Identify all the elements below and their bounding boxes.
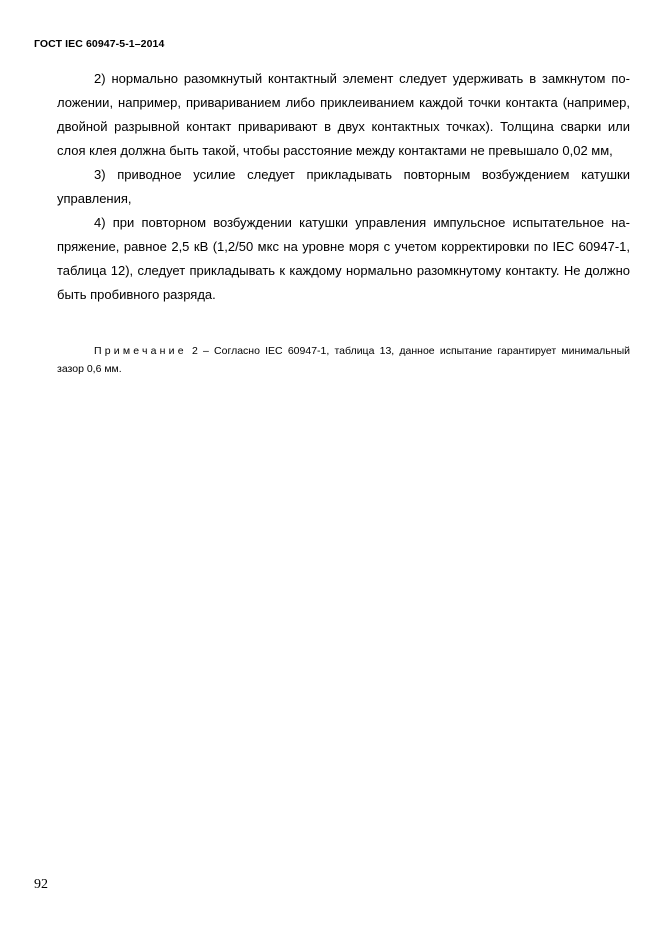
note-label: Примечание <box>94 345 187 357</box>
note <box>57 342 630 378</box>
note-text: 2 – Согласно IEC 60947-1, таблица 13, данное испытание гарантирует минимальный зазор 0,6 мм. <box>57 345 630 375</box>
body-text <box>57 67 630 307</box>
page-number: 92 <box>34 877 48 892</box>
paragraph-item-2: 2) нормально разомкнутый контактный элемент следует удерживать в замкнутом положении, например, привариванием либо приклеиванием каждой точки контакта (например, двойной разрывной контакт приваривают в двух контактных точках). Толщина сварки или слоя клея должна быть такой, чтобы расстояние между контактами не превышало 0,02 мм, <box>57 71 630 158</box>
paragraph-item-4: 4) при повторном возбуждении катушки управления импульсное испытательное напряжение, равное 2,5 кВ (1,2/50 мкс на уровне моря с учетом корректировки по IEC 60947-1, таблица 12), следует прикладывать к каждому нормально разомкнутому контакту. Не должно быть пробивного разряда. <box>57 215 630 302</box>
paragraph-item-3: 3) приводное усилие следует прикладывать повторным возбуждением катушки управления, <box>57 167 630 206</box>
document-header: ГОСТ IEC 60947-5-1–2014 <box>34 38 165 50</box>
